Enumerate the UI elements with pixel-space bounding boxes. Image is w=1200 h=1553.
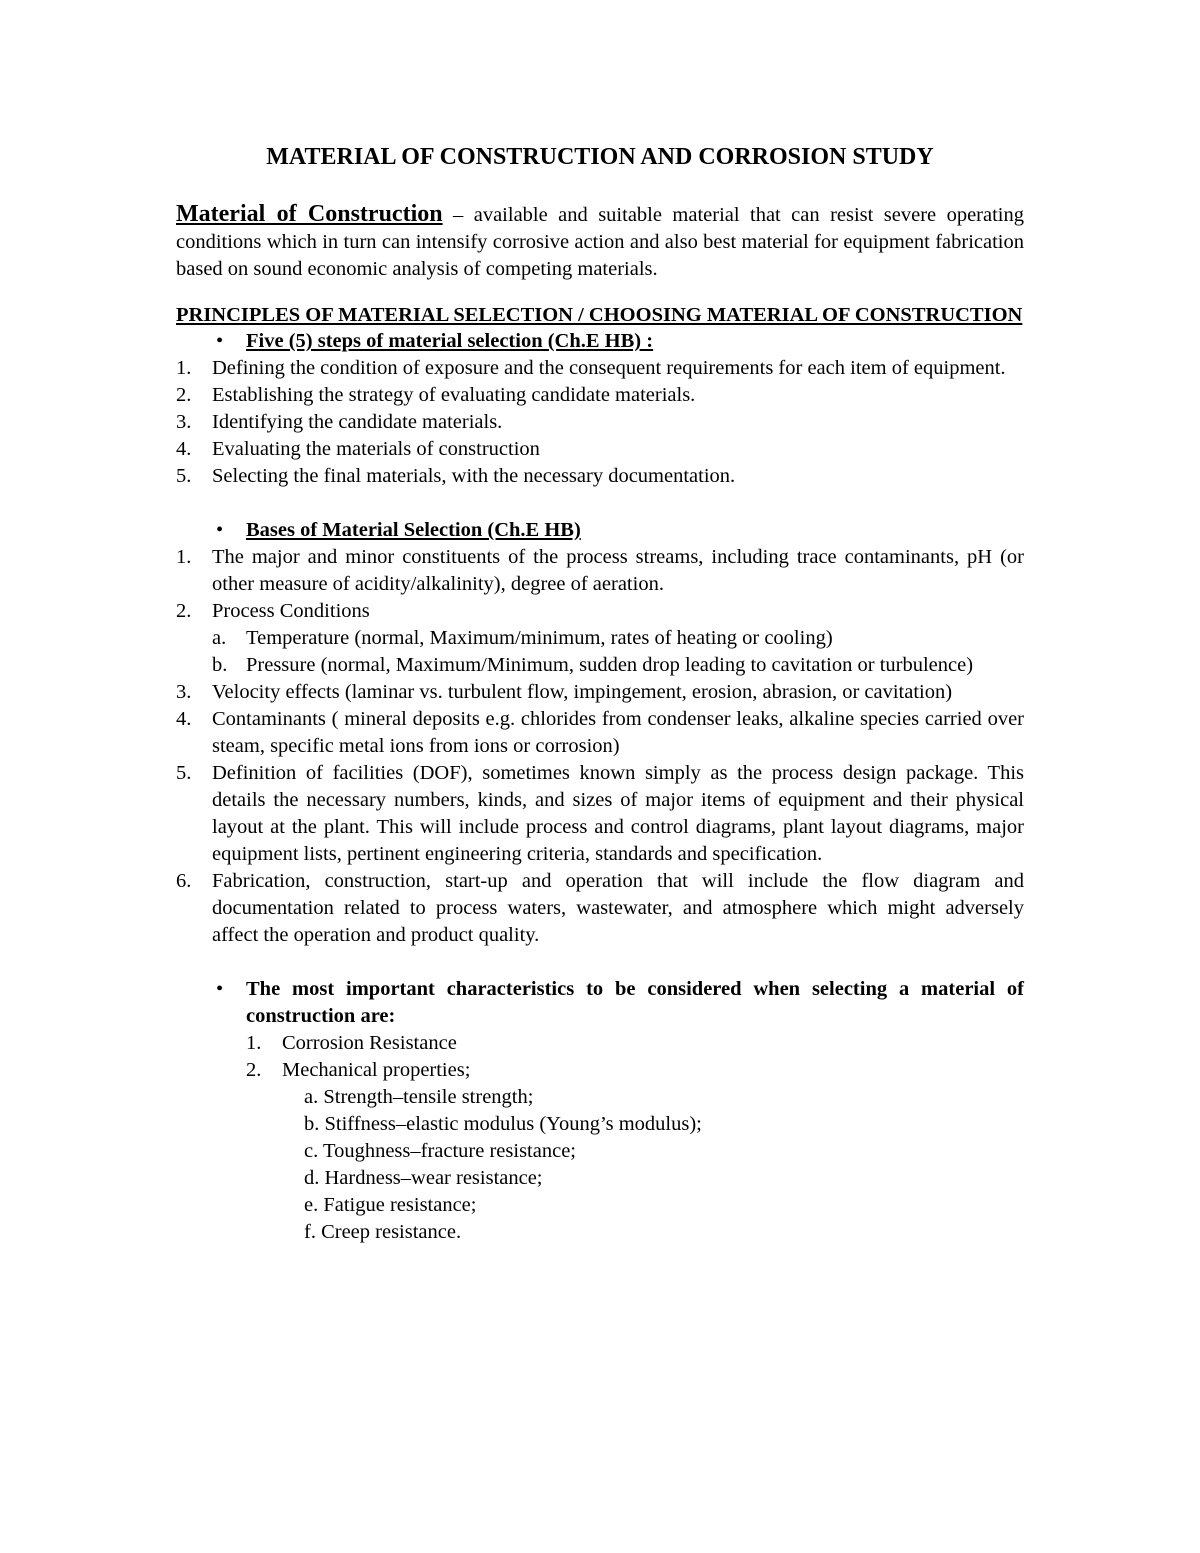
list-item	[176, 598, 1024, 679]
steps-heading-text: Five (5) steps of material selection (Ch.E HB) :	[246, 330, 654, 352]
characteristics-heading	[176, 976, 1024, 1030]
section-heading: PRINCIPLES OF MATERIAL SELECTION / CHOOSING MATERIAL OF CONSTRUCTION	[176, 304, 1023, 326]
list-text: Corrosion Resistance	[282, 1032, 457, 1054]
list-number: 2.	[176, 600, 192, 622]
list-item	[176, 868, 1024, 949]
list-item	[176, 706, 1024, 760]
list-item	[246, 1030, 1024, 1057]
list-text: Contaminants ( mineral deposits e.g. chlorides from condenser leaks, alkaline species carried over steam, specific metal ions from ions or corrosion)	[212, 708, 1024, 757]
bullet-icon: •	[216, 978, 224, 1000]
list-item	[176, 382, 1024, 409]
steps-list	[176, 355, 1024, 490]
process-conditions-sublist	[212, 625, 1024, 679]
spacer	[176, 949, 1024, 976]
list-number: 6.	[176, 870, 192, 892]
list-text: Process Conditions	[212, 600, 370, 622]
list-text: Defining the condition of exposure and the consequent requirements for each item of equipment.	[212, 357, 1006, 379]
bullet-icon: •	[216, 330, 224, 352]
list-text: Mechanical properties;	[282, 1059, 471, 1081]
bases-heading	[176, 517, 1024, 544]
list-text: The major and minor constituents of the process streams, including trace contaminants, pH (or other measure of acidity/alkalinity), degree of aeration.	[212, 546, 1024, 595]
list-letter: a.	[212, 627, 227, 649]
list-text: Temperature (normal, Maximum/minimum, rates of heating or cooling)	[246, 627, 833, 649]
spacer	[176, 490, 1024, 517]
intro-definition: – available and suitable material that can resist severe operating conditions which in turn can intensify corrosive action and also best material for equipment fabrication based on sound economic analysis of competing materials.	[176, 204, 1024, 280]
list-number: 3.	[176, 681, 192, 703]
list-item	[176, 679, 1024, 706]
list-number: 3.	[176, 411, 192, 433]
document-title: MATERIAL OF CONSTRUCTION AND CORROSION STUDY	[266, 144, 934, 170]
bases-list	[176, 544, 1024, 949]
list-item: d. Hardness–wear resistance;	[304, 1167, 543, 1189]
steps-heading	[176, 328, 1024, 355]
list-text: Definition of facilities (DOF), sometimes known simply as the process design package. This details the necessary numbers, kinds, and sizes of major items of equipment and their physical layout at the plant. This will include process and control diagrams, plant layout diagrams, major equipment lists, pertinent engineering criteria, standards and specification.	[212, 762, 1024, 865]
list-text: Pressure (normal, Maximum/Minimum, sudden drop leading to cavitation or turbulence)	[246, 654, 974, 676]
list-number: 1.	[246, 1032, 262, 1054]
list-number: 5.	[176, 762, 192, 784]
mechanical-properties-list	[176, 1084, 1024, 1246]
list-item	[176, 544, 1024, 598]
intro-term: Material of Construction	[176, 201, 443, 227]
bases-heading-text: Bases of Material Selection (Ch.E HB)	[246, 519, 581, 541]
list-text: Selecting the final materials, with the necessary documentation.	[212, 465, 736, 487]
list-text: Fabrication, construction, start-up and operation that will include the flow diagram and documentation related to process waters, wastewater, and atmosphere which might adversely affect the operation and product quality.	[212, 870, 1024, 946]
list-text: Identifying the candidate materials.	[212, 411, 503, 433]
intro-paragraph	[176, 201, 1024, 283]
list-number: 4.	[176, 438, 192, 460]
list-number: 1.	[176, 357, 192, 379]
list-item	[246, 1057, 1024, 1084]
list-item: e. Fatigue resistance;	[304, 1194, 477, 1216]
characteristics-list	[176, 1030, 1024, 1084]
sub-list-item	[212, 625, 1024, 652]
characteristics-heading-text: The most important characteristics to be considered when selecting a material of construction are:	[246, 978, 1024, 1027]
list-number: 5.	[176, 465, 192, 487]
list-text: Establishing the strategy of evaluating candidate materials.	[212, 384, 696, 406]
list-item	[176, 463, 1024, 490]
list-number: 1.	[176, 546, 192, 568]
list-number: 4.	[176, 708, 192, 730]
list-item: f. Creep resistance.	[304, 1221, 462, 1243]
sub-list-item	[212, 652, 1024, 679]
list-number: 2.	[176, 384, 192, 406]
bullet-icon: •	[216, 519, 224, 541]
document-body	[176, 201, 1024, 1246]
list-number: 2.	[246, 1059, 262, 1081]
list-letter: b.	[212, 654, 228, 676]
list-item: a. Strength–tensile strength;	[304, 1086, 534, 1108]
list-text: Evaluating the materials of construction	[212, 438, 540, 460]
list-item: b. Stiffness–elastic modulus (Young’s modulus);	[304, 1113, 702, 1135]
list-item: c. Toughness–fracture resistance;	[304, 1140, 576, 1162]
list-item	[176, 436, 1024, 463]
list-item	[176, 760, 1024, 868]
list-item	[176, 409, 1024, 436]
list-item	[176, 355, 1024, 382]
list-text: Velocity effects (laminar vs. turbulent flow, impingement, erosion, abrasion, or cavitation)	[212, 681, 953, 703]
